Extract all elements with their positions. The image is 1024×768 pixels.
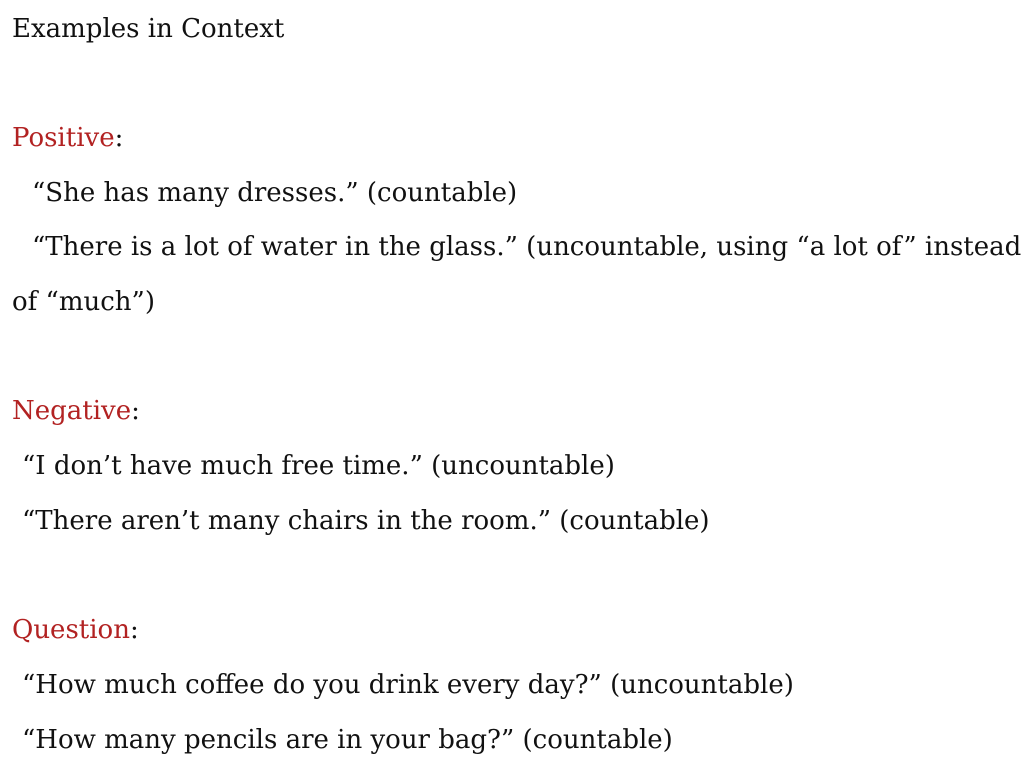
question-label: Question <box>12 615 130 645</box>
question-colon: : <box>129 615 139 645</box>
negative-heading <box>12 396 140 426</box>
negative-example-2: “There aren’t many chairs in the room.” (countable) <box>22 506 710 536</box>
positive-example-2-cont: of “much”) <box>12 287 155 317</box>
positive-label: Positive <box>12 123 115 153</box>
negative-colon: : <box>131 396 140 426</box>
negative-label: Negative <box>12 396 132 426</box>
positive-heading <box>12 123 123 153</box>
question-example-1: “How much coffee do you drink every day?” (uncountable) <box>22 670 794 700</box>
positive-example-1: “She has many dresses.” (countable) <box>32 178 518 208</box>
page-title: Examples in Context <box>12 14 285 44</box>
question-heading <box>12 615 139 645</box>
negative-example-1: “I don’t have much free time.” (uncountable) <box>22 451 615 481</box>
positive-example-2: “There is a lot of water in the glass.” (uncountable, using “a lot of” instead <box>32 232 1022 262</box>
positive-colon: : <box>114 123 124 153</box>
question-example-2: “How many pencils are in your bag?” (countable) <box>22 725 673 755</box>
